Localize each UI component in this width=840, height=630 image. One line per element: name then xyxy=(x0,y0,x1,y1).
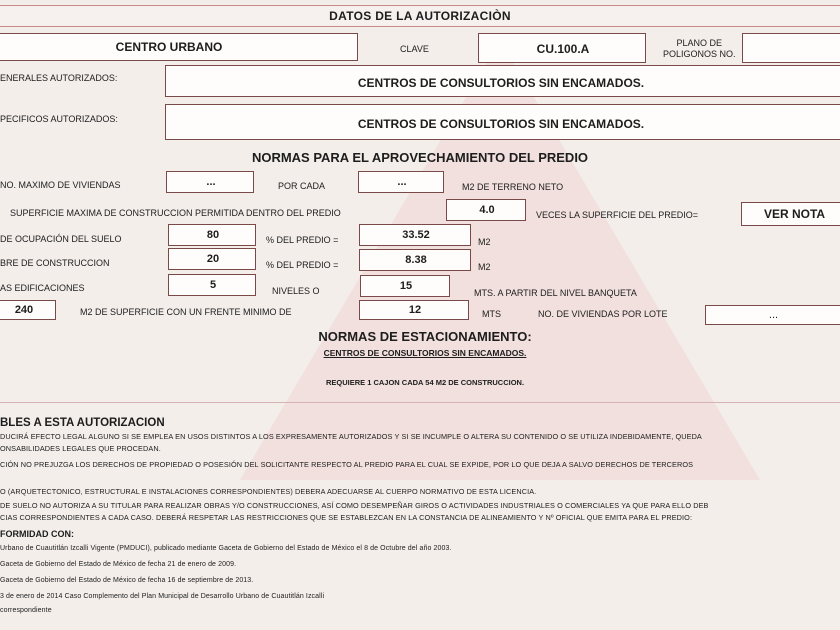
condicion-4: DE SUELO NO AUTORIZA A SU TITULAR PARA REALIZAR OBRAS Y/O CONSTRUCCIONES, ASÍ COMO DESEMPEÑAR GIROS O ACTIVIDADES INDUSTRIALES O COMERCIALES YA QUE PARA ELLO DEB xyxy=(0,501,709,510)
divider xyxy=(0,402,840,403)
usos-especificos-value: CENTROS DE CONSULTORIOS SIN ENCAMADOS. xyxy=(357,117,645,131)
clave-label: CLAVE xyxy=(400,44,429,54)
libre-m2-unit: M2 xyxy=(478,262,491,272)
estacionamiento-requiere: REQUIERE 1 CAJON CADA 54 M2 DE CONSTRUCCION. xyxy=(325,378,525,387)
edificaciones-label: AS EDIFICACIONES xyxy=(0,283,85,293)
ocupacion-m2-value: 33.52 xyxy=(402,229,430,241)
superficie-max-label: SUPERFICIE MAXIMA DE CONSTRUCCION PERMITIDA DENTRO DEL PREDIO xyxy=(10,208,341,218)
max-viviendas-label: NO. MAXIMO DE VIVIENDAS xyxy=(0,180,121,190)
ref-5: correspondiente xyxy=(0,607,52,614)
clave-box xyxy=(478,33,646,63)
estacionamiento-uso: CENTROS DE CONSULTORIOS SIN ENCAMADOS. xyxy=(323,348,527,358)
ver-nota-value: VER NOTA xyxy=(763,207,826,221)
por-cada-box xyxy=(358,171,444,193)
max-viviendas-value: ... xyxy=(206,176,216,188)
mts-label: MTS xyxy=(482,309,501,319)
viviendas-lote-value: ... xyxy=(768,309,779,321)
condicion-1b: ONSABILIDADES LEGALES QUE PROCEDAN. xyxy=(0,444,161,453)
ref-1: Urbano de Cuautitlán Izcalli Vigente (PMDUCI), publicado mediante Gaceta de Gobierno del Estado de México el 8 de Octubre del año 2003. xyxy=(0,545,452,552)
por-cada-label: POR CADA xyxy=(278,181,326,191)
usos-generales-label: ENERALES AUTORIZADOS: xyxy=(0,73,118,83)
libre-pct-box xyxy=(168,248,256,270)
altura-value: 15 xyxy=(399,280,413,292)
ref-3: Gaceta de Gobierno del Estado de México de fecha 16 de septiembre de 2013. xyxy=(0,577,254,584)
condicion-3: O (ARQUETECTONICO, ESTRUCTURAL E INSTALACIONES CORRESPONDIENTES) DEBERA ADECUARSE AL CUERPO NORMATIVO DE ESTA LICENCIA. xyxy=(0,487,537,496)
frente-box xyxy=(359,300,469,320)
header-bar xyxy=(0,5,840,27)
niveles-value: 5 xyxy=(209,279,217,291)
usos-generales-value: CENTROS DE CONSULTORIOS SIN ENCAMADOS. xyxy=(357,76,645,90)
altura-box xyxy=(360,275,450,297)
libre-m2-value: 8.38 xyxy=(405,254,427,266)
frente-label: M2 DE SUPERFICIE CON UN FRENTE MINIMO DE xyxy=(80,307,292,317)
usos-especificos-label: PECIFICOS AUTORIZADOS: xyxy=(0,114,118,124)
condicion-2: CIÓN NO PREJUZGA LOS DERECHOS DE PROPIEDAD O POSESIÓN DEL SOLICITANTE RESPECTO AL PREDIO PARA EL CUAL SE EXPIDE, POR LO QUE DEJA A SALVO DERECHOS DE TERCEROS xyxy=(0,460,694,469)
lote-box xyxy=(0,300,56,320)
condicion-1: DUCIRÁ EFECTO LEGAL ALGUNO SI SE EMPLEA EN USOS DISTINTOS A LOS EXPRESAMENTE AUTORIZADOS Y SI SE INCUMPLE O ALTERA SU CONTENIDO O SE UTILIZA INDEBIDAMENTE, QUEDA xyxy=(0,432,702,441)
ocupacion-pct-box xyxy=(168,224,256,246)
usos-generales-box xyxy=(165,65,840,97)
m2-terreno-label: M2 DE TERRENO NETO xyxy=(462,182,564,192)
estacionamiento-title: NORMAS DE ESTACIONAMIENTO: xyxy=(318,329,532,344)
niveles-box xyxy=(168,274,256,296)
ocupacion-m2-unit: M2 xyxy=(478,237,491,247)
niveles-label: NIVELES O xyxy=(272,286,320,296)
usos-especificos-box xyxy=(165,104,840,140)
viviendas-lote-box xyxy=(705,305,840,325)
plano-label: PLANO DE POLIGONOS NO. xyxy=(663,38,736,59)
viviendas-lote-label: NO. DE VIVIENDAS POR LOTE xyxy=(538,309,668,319)
plano-box xyxy=(742,33,840,63)
uso-box xyxy=(0,33,358,61)
ocupacion-pct-value: 80 xyxy=(206,229,220,241)
normas-title: NORMAS PARA EL APROVECHAMIENTO DEL PREDIO xyxy=(251,150,589,165)
condiciones-title: BLES A ESTA AUTORIZACION xyxy=(0,417,165,429)
veces-label: VECES LA SUPERFICIE DEL PREDIO= xyxy=(536,210,698,220)
ref-4: 3 de enero de 2014 Caso Complemento del Plan Municipal de Desarrollo Urbano de Cuautitlán Izcalli xyxy=(0,593,325,600)
clave-value: CU.100.A xyxy=(536,42,590,56)
max-viviendas-box xyxy=(166,171,254,193)
superficie-max-value: 4.0 xyxy=(479,204,495,216)
uso-value: CENTRO URBANO xyxy=(115,40,223,54)
frente-value: 12 xyxy=(408,304,422,316)
section-title: DATOS DE LA AUTORIZACIÒN xyxy=(329,9,511,23)
lote-value: 240 xyxy=(14,304,34,316)
ref-2: Gaceta de Gobierno del Estado de México de fecha 21 de enero de 2009. xyxy=(0,561,237,568)
libre-del-predio-label: % DEL PREDIO = xyxy=(266,260,339,270)
ocupacion-del-predio-label: % DEL PREDIO = xyxy=(266,235,339,245)
libre-label: BRE DE CONSTRUCCION xyxy=(0,258,110,268)
por-cada-value: ... xyxy=(397,176,407,188)
ocupacion-m2-box xyxy=(359,224,471,246)
superficie-max-box xyxy=(446,199,526,221)
libre-m2-box xyxy=(359,249,471,271)
ocupacion-label: DE OCUPACIÓN DEL SUELO xyxy=(0,234,122,244)
mts-banqueta-label: MTS. A PARTIR DEL NIVEL BANQUETA xyxy=(474,288,637,298)
ver-nota-box xyxy=(741,202,840,226)
conformidad-title: FORMIDAD CON: xyxy=(0,529,74,539)
condicion-4b: CIAS CORRESPONDIENTES A CADA CASO. DEBERÁ RESPETAR LAS RESTRICCIONES QUE SE ESTABLEZCAN EN LA CONSTANCIA DE ALINEAMIENTO Y Nº OFICIAL QUE EMITA PARA EL PREDIO: xyxy=(0,513,693,522)
libre-pct-value: 20 xyxy=(206,253,220,265)
